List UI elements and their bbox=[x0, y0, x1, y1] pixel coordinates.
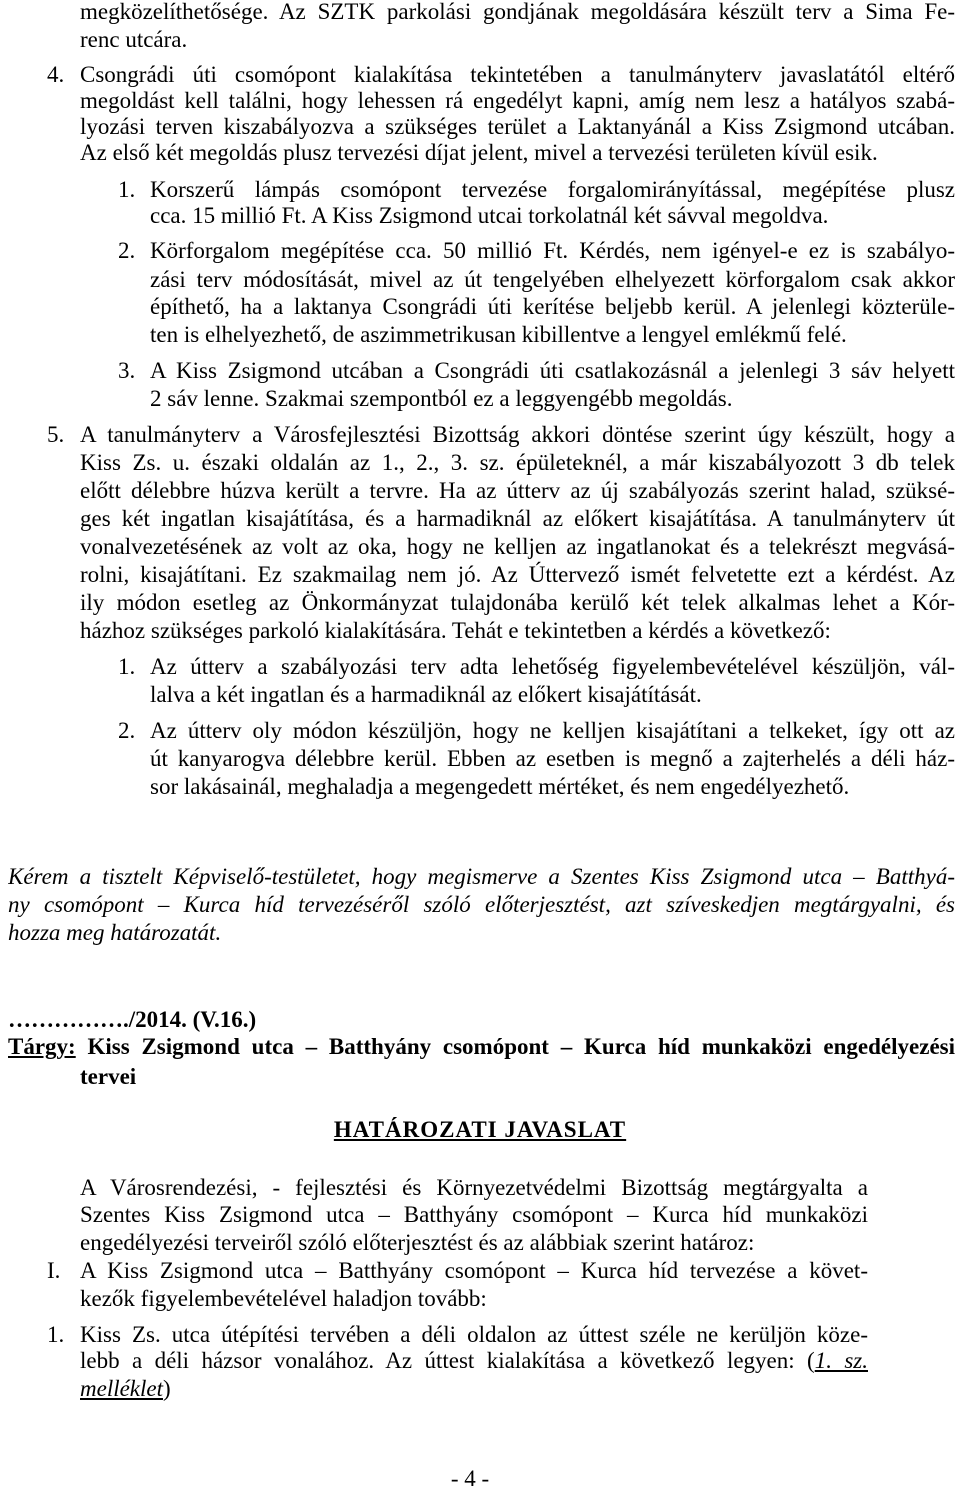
list-number: 2. bbox=[118, 238, 136, 263]
text-line: építhető, ha a laktanya Csongrádi úti kerítése beljebb kerül. A jelenlegi közterüle- bbox=[150, 294, 955, 319]
text-line: lyozási terven kiszabályozva a szükséges terület a Laktanyánál a Kiss Zsigmond utcában. bbox=[80, 114, 955, 139]
text-line: Az első két megoldás plusz tervezési díjat jelent, mivel a tervezési területen kívül esik. bbox=[80, 140, 878, 165]
text-line: előtt délebbre húzva került a tervre. Ha az útterv az új szabályozás szerint halad, szüksé- bbox=[80, 478, 955, 503]
text-line: 2 sáv lenne. Szakmai szempontból ez a leggyengébb megoldás. bbox=[150, 386, 733, 411]
list-number: 1. bbox=[47, 1322, 65, 1347]
proposal-heading: HATÁROZATI JAVASLAT bbox=[333, 1117, 627, 1142]
text-line: A Kiss Zsigmond utcában a Csongrádi úti csatlakozásnál a jelenlegi 3 sáv helyett bbox=[150, 358, 955, 383]
text-line: Szentes Kiss Zsigmond utca – Batthyány csomópont – Kurca híd munkaközi bbox=[80, 1202, 868, 1227]
text-line: Körforgalom megépítése cca. 50 millió Ft. Kérdés, nem igényel-e ez is szabályo- bbox=[150, 238, 955, 263]
text-line: Csongrádi úti csomópont kialakítása tekintetében a tanulmányterv javaslatától eltérő bbox=[80, 62, 955, 87]
text-line: lalva a két ingatlan és a harmadiknál az előkert kisajátítását. bbox=[150, 682, 702, 707]
text-line: megközelíthetősége. Az SZTK parkolási gondjának megoldására készült terv a Sima Fe- bbox=[80, 0, 955, 24]
text-segment: ) bbox=[163, 1376, 171, 1401]
list-number: 2. bbox=[118, 718, 136, 743]
text-line: cca. 15 millió Ft. A Kiss Zsigmond utcai torkolatnál két sávval megoldva. bbox=[150, 203, 829, 228]
text-line: ily módon esetleg az Önkormányzat tulajdonába kerülő két telek alkalmas lehet a Kór- bbox=[80, 590, 955, 615]
list-number: 1. bbox=[118, 654, 136, 679]
list-number: I. bbox=[47, 1258, 61, 1283]
text-line: A Városrendezési, - fejlesztési és Környezetvédelmi Bizottság megtárgyalta a bbox=[80, 1175, 868, 1200]
text-line: ges két ingatlan kisajátítása, és a harmadiknál az előkert kisajátítása. A tanulmányterv út bbox=[80, 506, 955, 531]
text-line: út kanyarogva délebbre kerül. Ebben az esetben is megnő a zajterhelés a déli ház- bbox=[150, 746, 955, 771]
text-line: Kiss Zs. u. északi oldalán az 1., 2., 3. sz. épületeknél, a már kiszabályozott 3 db telek bbox=[80, 450, 955, 475]
subject-text: Kiss Zsigmond utca – Batthyány csomópont – Kurca híd munkaközi engedélyezési bbox=[87, 1034, 955, 1059]
text-line: megoldást kell találni, hogy lehessen rá engedélyt kapni, amíg nem lesz a hatályos szabá- bbox=[80, 88, 955, 113]
text-line: A Kiss Zsigmond utca – Batthyány csomópont – Kurca híd tervezése a követ- bbox=[80, 1258, 868, 1283]
text-line bbox=[80, 1375, 868, 1403]
text-line: ten is elhelyezhető, de aszimmetrikusan kibillentve a lengyel emlékmű felé. bbox=[150, 322, 847, 347]
resolution-number: ……………./2014. (V.16.) bbox=[8, 1007, 257, 1032]
subject-line: tervei bbox=[80, 1064, 137, 1089]
list-number: 3. bbox=[118, 358, 136, 383]
list-number: 1. bbox=[118, 177, 136, 202]
request-text-line: hozza meg határozatát. bbox=[8, 920, 222, 945]
text-line: sor lakásainál, meghaladja a megengedett mértéket, és nem engedélyezhető. bbox=[150, 774, 850, 799]
text-line: engedélyezési terveiről szóló előterjesztést és az alábbiak szerint határoz: bbox=[80, 1230, 755, 1255]
list-number: 5. bbox=[47, 422, 65, 447]
request-text-line: Kérem a tisztelt Képviselő-testületet, hogy megismerve a Szentes Kiss Zsigmond utca – Batthyá- bbox=[8, 864, 955, 889]
text-line: Kiss Zs. utca útépítési tervében a déli oldalon az úttest széle ne kerüljön köze- bbox=[80, 1322, 868, 1347]
text-line: Korszerű lámpás csomópont tervezése forgalomirányítással, megépítése plusz bbox=[150, 177, 955, 202]
annex-reference: 1. sz. bbox=[814, 1348, 868, 1373]
text-line: renc utcára. bbox=[80, 27, 188, 52]
subject-line bbox=[8, 1033, 955, 1061]
text-segment: lebb a déli házsor vonalához. Az úttest kialakítása a következő legyen: ( bbox=[80, 1348, 815, 1373]
list-number: 4. bbox=[47, 62, 65, 87]
text-line: rolni, kisajátítani. Ez szakmailag nem jó. Az Úttervező ismét felvetette ezt a kérdést. Az bbox=[80, 562, 955, 587]
text-line: Az útterv oly módon készüljön, hogy ne kelljen kisajátítani a telkeket, így ott az bbox=[150, 718, 955, 743]
subject-label: Tárgy: bbox=[8, 1034, 76, 1059]
text-line: vonalvezetésének az volt az oka, hogy ne kelljen az ingatlanokat és a telekrészt megvásá- bbox=[80, 534, 955, 559]
text-line: zási terv módosítását, mivel az út tengelyében elhelyezett körforgalom csak akkor bbox=[150, 267, 955, 292]
text-line: Az útterv a szabályozási terv adta lehetőség figyelembevételével készüljön, vál- bbox=[150, 654, 955, 679]
text-line: házhoz szükséges parkoló kialakítására. Tehát e tekintetben a kérdés a következő: bbox=[80, 618, 831, 643]
page-number: - 4 - bbox=[450, 1466, 490, 1491]
text-line: A tanulmányterv a Városfejlesztési Bizottság akkori döntése szerint úgy készült, hogy a bbox=[80, 422, 955, 447]
request-text-line: ny csomópont – Kurca híd tervezéséről szóló előterjesztést, azt szíveskedjen megtárgyalni, és bbox=[8, 892, 955, 917]
annex-reference: melléklet bbox=[80, 1376, 164, 1401]
text-line bbox=[80, 1347, 868, 1375]
text-line: kezők figyelembevételével haladjon tovább: bbox=[80, 1286, 487, 1311]
